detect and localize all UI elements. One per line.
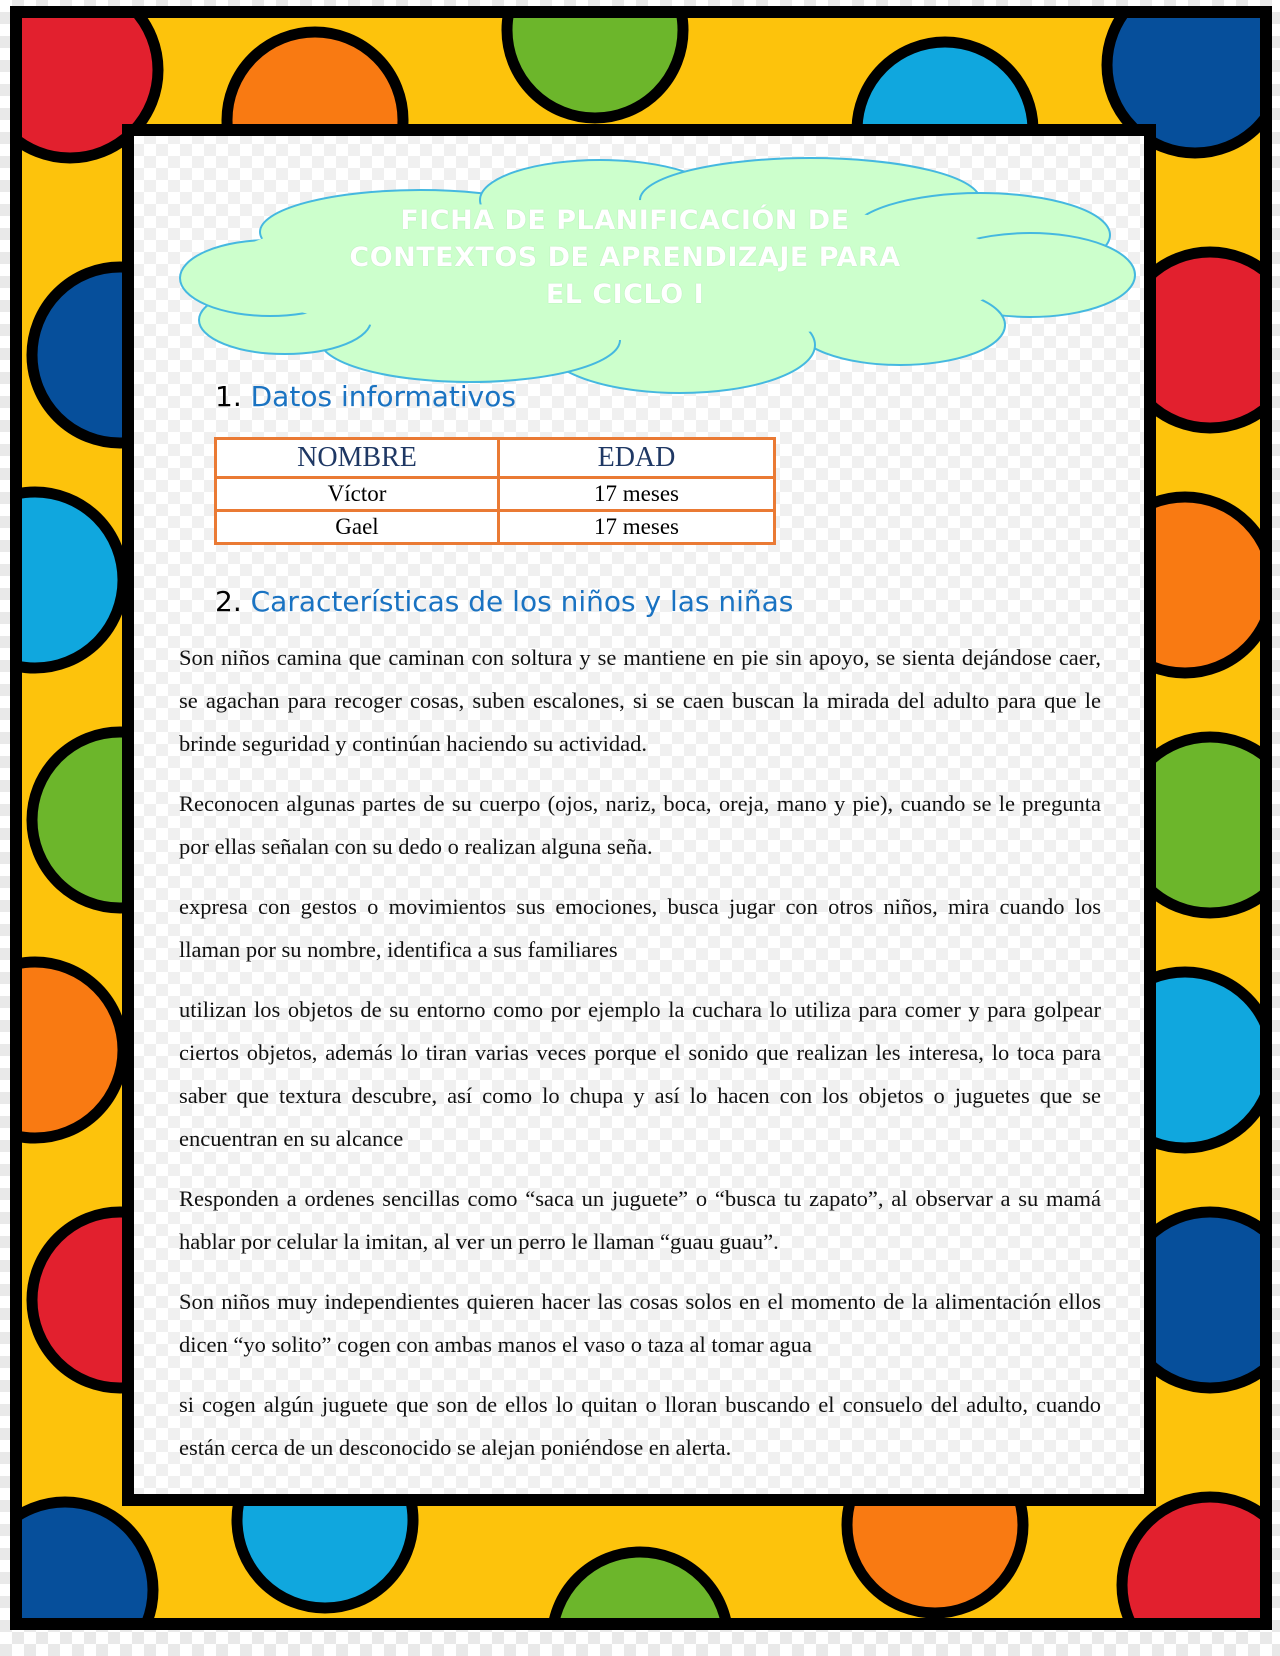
title-line-3: EL CICLO I (545, 279, 705, 310)
decorative-dot (1122, 1497, 1280, 1656)
table-row (216, 511, 775, 544)
title-line-2: CONTEXTOS DE APRENDIZAJE PARA (349, 242, 901, 273)
paragraph: Reconocen algunas partes de su cuerpo (ojos, nariz, boca, oreja, mano y pie), cuando se le pregunta por ellas señalan con su dedo o realizan alguna seña. (179, 791, 1101, 859)
table-header-row (216, 439, 775, 478)
info-table (214, 437, 776, 545)
paragraph: Responden a ordenes sencillas como “saca un juguete” o “busca tu zapato”, al observar a su mamá hablar por celular la imitan, al ver un perro le llaman “guau guau”. (179, 1186, 1101, 1254)
table-row (216, 478, 775, 511)
cell-nombre: Víctor (216, 478, 499, 511)
cell-nombre: Gael (216, 511, 499, 544)
section-title: Características de los niños y las niñas (250, 585, 794, 618)
document-title (290, 202, 960, 313)
characteristics-text (179, 636, 1101, 1486)
paragraph: utilizan los objetos de su entorno como por ejemplo la cuchara lo utiliza para comer y para golpear ciertos objetos, además lo tiran varias veces porque el sonido que realizan les interesa, lo toca para saber que textura descubre, así como lo chupa y así lo hacen con los objetos o juguetes que se encuentran en su alcance (179, 997, 1101, 1151)
cell-edad: 17 meses (499, 511, 775, 544)
section-number: 2. (215, 585, 242, 618)
section-number: 1. (215, 380, 242, 413)
header-edad: EDAD (499, 439, 775, 478)
header-nombre: NOMBRE (216, 439, 499, 478)
paragraph: Son niños muy independientes quieren hacer las cosas solos en el momento de la alimentación ellos dicen “yo solito” cogen con ambas manos el vaso o taza al tomar agua (179, 1289, 1101, 1357)
paragraph: Son niños camina que caminan con soltura y se mantiene en pie sin apoyo, se sienta dejándose caer, se agachan para recoger cosas, suben escalones, si se caen buscan la mirada del adulto para que le brinde seguridad y continúan haciendo su actividad. (179, 645, 1101, 756)
paragraph: si cogen algún juguete que son de ellos lo quitan o lloran buscando el consuelo del adulto, cuando están cerca de un desconocido se alejan poniéndose en alerta. (179, 1392, 1101, 1460)
section-title: Datos informativos (250, 380, 516, 413)
title-line-1: FICHA DE PLANIFICACIÓN DE (400, 205, 850, 236)
paragraph: expresa con gestos o movimientos sus emociones, busca jugar con otros niños, mira cuando los llaman por su nombre, identifica a sus familiares (179, 894, 1101, 962)
section-heading-caracteristicas (215, 585, 793, 618)
decorative-dot (0, 1502, 153, 1656)
section-heading-datos (215, 380, 516, 413)
cell-edad: 17 meses (499, 478, 775, 511)
